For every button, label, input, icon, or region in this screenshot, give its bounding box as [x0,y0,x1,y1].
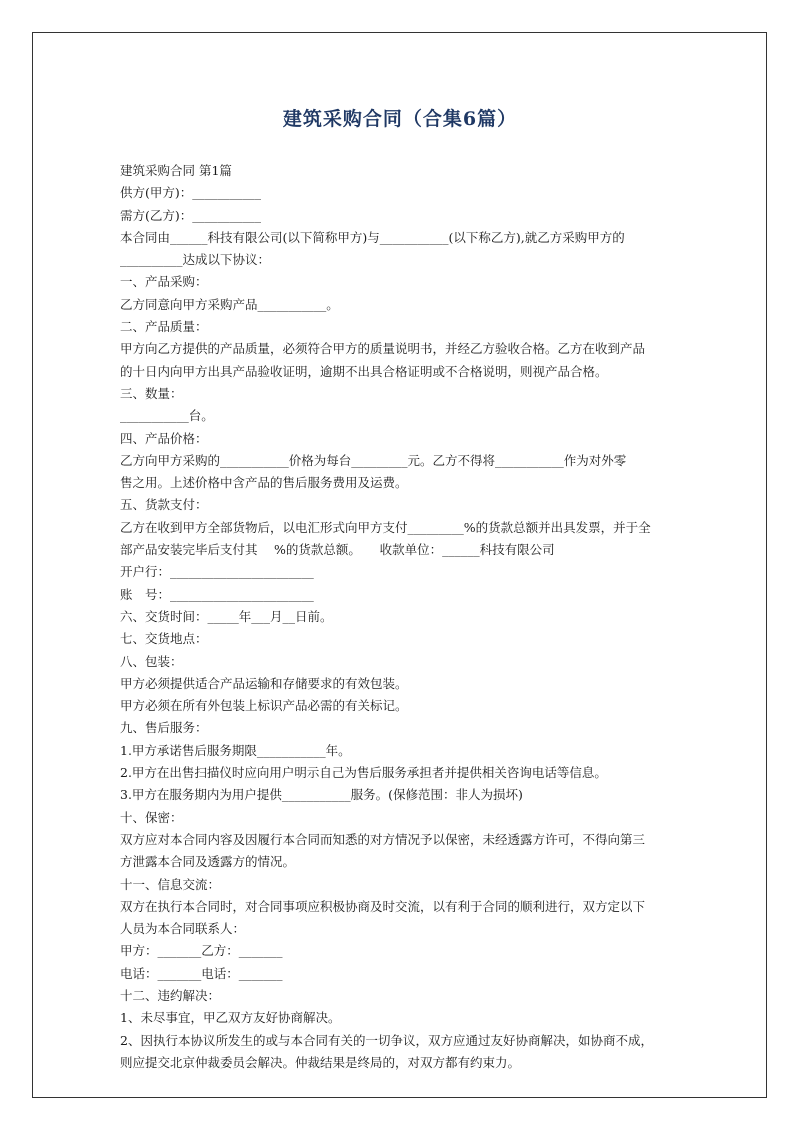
section-heading: 八、包装： [120,653,183,669]
text-line: 双方在执行本合同时，对合同事项应积极协商及时交流，以有利于合同的顺利进行，双方定以下 [120,898,646,914]
text-line: 方泄露本合同及透露方的情况。 [120,854,296,870]
text-line: 甲方向乙方提供的产品质量，必须符合甲方的质量说明书，并经乙方验收合格。乙方在收到产品 [120,341,646,357]
text-line: 需方(乙方)：___________ [120,207,262,223]
text-line: __________达成以下协议： [120,252,271,268]
contract-body [120,160,692,1074]
text-line: 售之用。上述价格中含产品的售后服务费用及运费。 [120,475,408,491]
section-heading: 六、交货时间：_____年___月__日前。 [120,608,333,624]
text-line: 甲方：_______乙方：_______ [120,943,283,959]
text-line: 3.甲方在服务期内为用户提供___________服务。(保修范围：非人为损坏) [120,787,523,803]
text-line: 甲方必须提供适合产品运输和存储要求的有效包装。 [120,675,408,691]
section-heading: 九、售后服务： [120,720,208,736]
section-heading: 十一、信息交流： [120,876,221,892]
text-line: 账 号：_______________________ [120,586,314,602]
text-line: 的十日内向甲方出具产品验收证明，逾期不出具合格证明或不合格说明，则视产品合格。 [120,363,608,379]
text-line: 乙方在收到甲方全部货物后，以电汇形式向甲方支付_________%的货款总额并出具发票，并于全 [120,519,651,535]
text-line: 甲方必须在所有外包装上标识产品必需的有关标记。 [120,698,408,714]
text-line: 供方(甲方)：___________ [120,185,262,201]
text-line: 双方应对本合同内容及因履行本合同而知悉的对方情况予以保密，未经透露方许可，不得向第三 [120,831,646,847]
section-heading: 十、保密： [120,809,183,825]
text-line: 1.甲方承诺售后服务期限___________年。 [120,742,351,758]
section-heading: 四、产品价格： [120,430,208,446]
text-line: 1、未尽事宜，甲乙双方友好协商解决。 [120,1010,341,1026]
section-heading: 二、产品质量： [120,319,208,335]
text-line: 则应提交北京仲裁委员会解决。仲裁结果是终局的，对双方都有约束力。 [120,1054,521,1070]
section-heading: 七、交货地点： [120,631,208,647]
text-line: 电话：_______电话：_______ [120,965,283,981]
text-line: 2、因执行本协议所发生的或与本合同有关的一切争议，双方应通过友好协商解决，如协商不成， [120,1032,653,1048]
text-line: 乙方同意向甲方采购产品___________。 [120,296,339,312]
text-line: 开户行：_______________________ [120,564,314,580]
section-heading: 五、货款支付： [120,497,208,513]
text-line: ___________台。 [120,408,214,424]
section-heading: 一、产品采购： [120,274,208,290]
text-line: 部产品安装完毕后支付其 %的货款总额。 收款单位：______科技有限公司 [120,542,555,558]
section-heading: 三、数量： [120,385,183,401]
text-line: 建筑采购合同 第1篇 [120,163,232,178]
text-line: 乙方向甲方采购的___________价格为每台_________元。乙方不得将___________作为对外零 [120,452,627,468]
document-title: 建筑采购合同（合集6篇） [282,108,518,130]
text-line: 本合同由______科技有限公司(以下简称甲方)与___________(以下称乙方),就乙方采购甲方的 [120,229,625,245]
section-heading: 十二、违约解决： [120,987,221,1003]
text-line: 人员为本合同联系人： [120,921,246,937]
text-line: 2.甲方在出售扫描仪时应向用户明示自己为售后服务承担者并提供相关咨询电话等信息。 [120,765,607,781]
